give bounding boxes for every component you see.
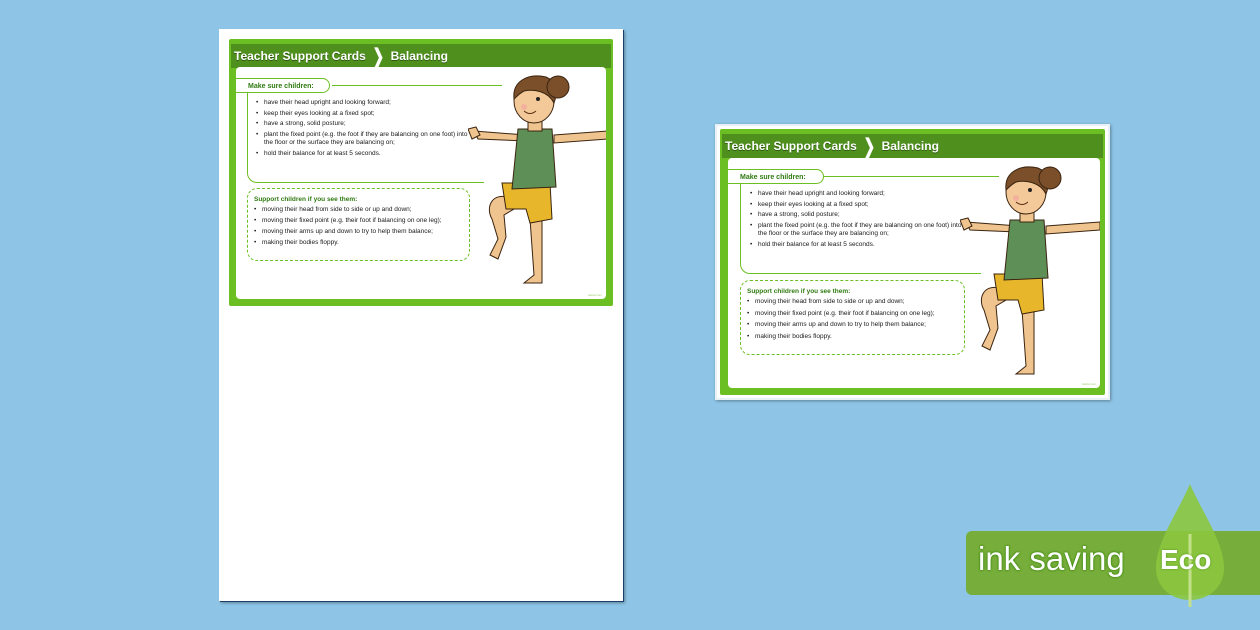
section-divider [750,273,980,274]
list-item: • moving their head from side to side or up and down; [254,204,463,215]
section-divider [256,182,484,183]
support-title: Support children if you see them: [254,196,358,203]
make-sure-list [256,99,471,158]
make-sure-title: Make sure children: [740,174,806,181]
list-item: • moving their head from side to side or up and down; [747,296,958,308]
make-sure-tab [236,78,330,93]
list-item: • have a strong, solid posture; [256,120,471,129]
list-item: • making their bodies floppy. [254,237,463,248]
list-item: • hold their balance for at least 5 seconds. [750,241,965,250]
card-body [236,67,606,299]
list-item: • hold their balance for at least 5 seconds. [256,150,471,159]
support-list [254,204,463,248]
eco-badge-word: Eco [1160,544,1212,575]
balancing-girl-illustration [960,160,1100,388]
list-item: • keep their eyes looking at a fixed spot; [750,201,965,210]
list-item: • moving their arms up and down to try to help them balance; [747,319,958,331]
page-preview [219,29,623,601]
balancing-girl-illustration [468,69,606,297]
header-title: Teacher Support Cards [725,139,857,153]
make-sure-tab [728,169,824,184]
support-card-small [229,39,613,306]
header-title: Teacher Support Cards [234,49,366,63]
footer-watermark: twinkl.com [1081,382,1096,386]
list-item: • have their head upright and looking forward; [750,190,965,199]
list-item: • moving their fixed point (e.g. their foot if balancing on one leg); [254,215,463,226]
support-list [747,296,958,342]
support-box [247,188,470,261]
eco-badge-label: ink saving [978,540,1125,577]
list-item: • have a strong, solid posture; [750,211,965,220]
support-box [740,280,965,355]
card-body [728,158,1100,388]
card-header [722,131,1103,158]
chevron-right-icon: ❯ [372,45,385,68]
list-item: • have their head upright and looking forward; [256,99,471,108]
chevron-right-icon: ❯ [863,135,876,158]
make-sure-list [750,190,965,249]
support-title: Support children if you see them: [747,288,851,295]
header-subtitle: Balancing [390,49,448,63]
list-item: • moving their arms up and down to try to help them balance; [254,226,463,237]
card-header [231,41,611,68]
make-sure-title: Make sure children: [248,83,314,90]
header-subtitle: Balancing [881,139,939,153]
list-item: • making their bodies floppy. [747,331,958,343]
support-card-large [715,124,1110,400]
list-item: • moving their fixed point (e.g. their foot if balancing on one leg); [747,308,958,320]
list-item: • plant the fixed point (e.g. the foot if they are balancing on one foot) into the floor or the surface they are balancing on; [750,222,965,239]
footer-watermark: twinkl.com [587,293,602,297]
list-item: • keep their eyes looking at a fixed spot; [256,110,471,119]
list-item: • plant the fixed point (e.g. the foot if they are balancing on one foot) into the floor or the surface they are balancing on; [256,131,471,148]
